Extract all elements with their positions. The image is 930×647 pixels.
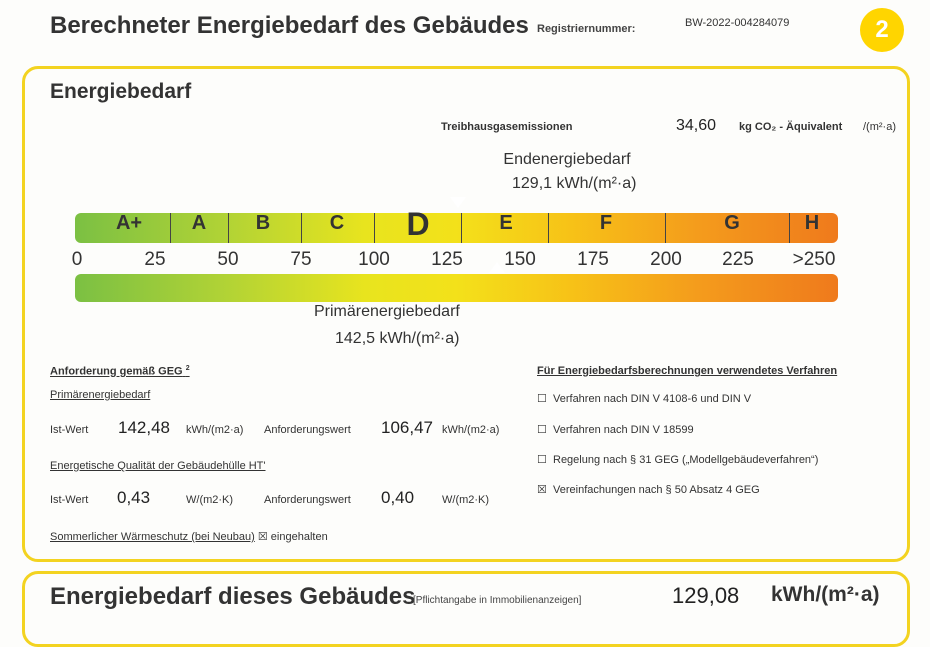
energy-class-label: D [406,206,430,242]
primary-ist-label: Ist-Wert [50,424,89,436]
scale-tick-label: 0 [71,249,83,270]
requirements-heading [50,365,190,378]
method-item [537,453,818,466]
envelope-ist-value: 0,43 [117,488,151,507]
summer-protection-row [50,530,328,543]
method-checkbox[interactable]: ☐ [537,454,547,466]
energy-class-separator [789,213,790,243]
method-item [537,423,694,436]
method-label: Verfahren nach DIN V 18599 [553,424,694,436]
method-checkbox[interactable]: ☒ [537,484,547,496]
method-label: Verfahren nach DIN V 4108-6 und DIN V [553,393,752,405]
envelope-req-value: 0,40 [381,488,415,507]
section-heading: Energiebedarf [50,80,192,103]
primary-requirement-heading: Primärenergiebedarf [50,389,151,401]
primary-ist-unit: kWh/(m2·a) [186,424,244,436]
method-label: Regelung nach § 31 GEG („Modellgebäudeverfahren“) [553,454,819,466]
energy-class-separator [374,213,375,243]
ghg-value: 34,60 [676,117,717,134]
scale-tick-label: 200 [650,249,682,270]
method-label: Vereinfachungen nach § 50 Absatz 4 GEG [553,484,760,496]
method-checkbox[interactable]: ☐ [537,393,547,405]
primary-energy-value: 142,5 kWh/(m²·a) [335,330,460,347]
energy-class-label: E [499,212,513,234]
methods-heading: Für Energiebedarfsberechnungen verwendetes Verfahren [537,365,838,377]
scale-tick-label: >250 [792,249,836,270]
page-title: Berechneter Energiebedarf des Gebäudes [50,12,529,39]
energy-class-label: C [329,212,345,234]
scale-tick-label: 150 [504,249,536,270]
energy-class-label: F [599,212,613,234]
scale-tick-label: 25 [144,249,166,270]
building-energy-value: 129,08 [672,583,740,608]
energy-class-separator [461,213,462,243]
page-number-badge: 2 [860,8,904,52]
scale-tick-label: 125 [431,249,463,270]
primary-req-value: 106,47 [381,418,433,437]
envelope-requirement-heading: Energetische Qualität der Gebäudehülle HT' [50,460,266,472]
building-energy-unit: kWh/(m²·a) [771,583,880,606]
energy-class-label: H [804,212,820,234]
summer-protection-label: Sommerlicher Wärmeschutz (bei Neubau) [50,531,255,543]
envelope-ist-label: Ist-Wert [50,494,89,506]
envelope-req-label: Anforderungswert [264,494,351,506]
summer-protection-status: eingehalten [270,531,328,543]
energy-class-label: B [255,212,271,234]
requirements-heading-text: Anforderung gemäß GEG [50,365,183,378]
energy-class-separator [170,213,171,243]
final-energy-value: 129,1 kWh/(m²·a) [512,175,637,192]
energy-class-label: G [724,212,740,234]
method-item [537,392,751,405]
energy-panel [22,66,910,562]
energy-class-label: A [191,212,207,234]
primary-energy-scale-bar [75,274,838,302]
ghg-unit: kg CO₂ - Äquivalent [739,121,843,133]
final-energy-marker [450,197,466,208]
scale-tick-label: 175 [577,249,609,270]
registration-number: BW-2022-004284079 [685,17,790,29]
envelope-ist-unit: W/(m2·K) [186,494,234,506]
building-energy-title: Energiebedarf dieses Gebäudes [50,583,416,610]
envelope-req-unit: W/(m2·K) [442,494,490,506]
primary-energy-label: Primärenergiebedarf [314,303,460,320]
requirements-footnote: 2 [185,365,190,372]
primary-req-label: Anforderungswert [264,424,351,436]
registration-label: Registriernummer: [537,23,636,35]
energy-class-separator [548,213,549,243]
final-energy-label: Endenergiebedarf [503,151,631,168]
primary-req-unit: kWh/(m2·a) [442,424,500,436]
building-energy-note: [Pflichtangabe in Immobilienanzeigen] [413,595,582,606]
energy-class-separator [301,213,302,243]
energy-class-label: A+ [115,212,143,234]
ghg-label: Treibhausgasemissionen [441,121,573,133]
method-checkbox[interactable]: ☐ [537,424,547,436]
energy-class-separator [228,213,229,243]
ghg-unit-suffix: /(m²·a) [863,121,896,133]
scale-tick-label: 50 [217,249,239,270]
scale-tick-label: 225 [722,249,754,270]
method-item [537,483,760,496]
summer-protection-checkbox[interactable]: ☒ [257,531,268,543]
scale-tick-label: 75 [290,249,312,270]
energy-class-separator [665,213,666,243]
primary-energy-marker [489,262,505,273]
scale-tick-label: 100 [358,249,390,270]
primary-ist-value: 142,48 [118,418,170,437]
